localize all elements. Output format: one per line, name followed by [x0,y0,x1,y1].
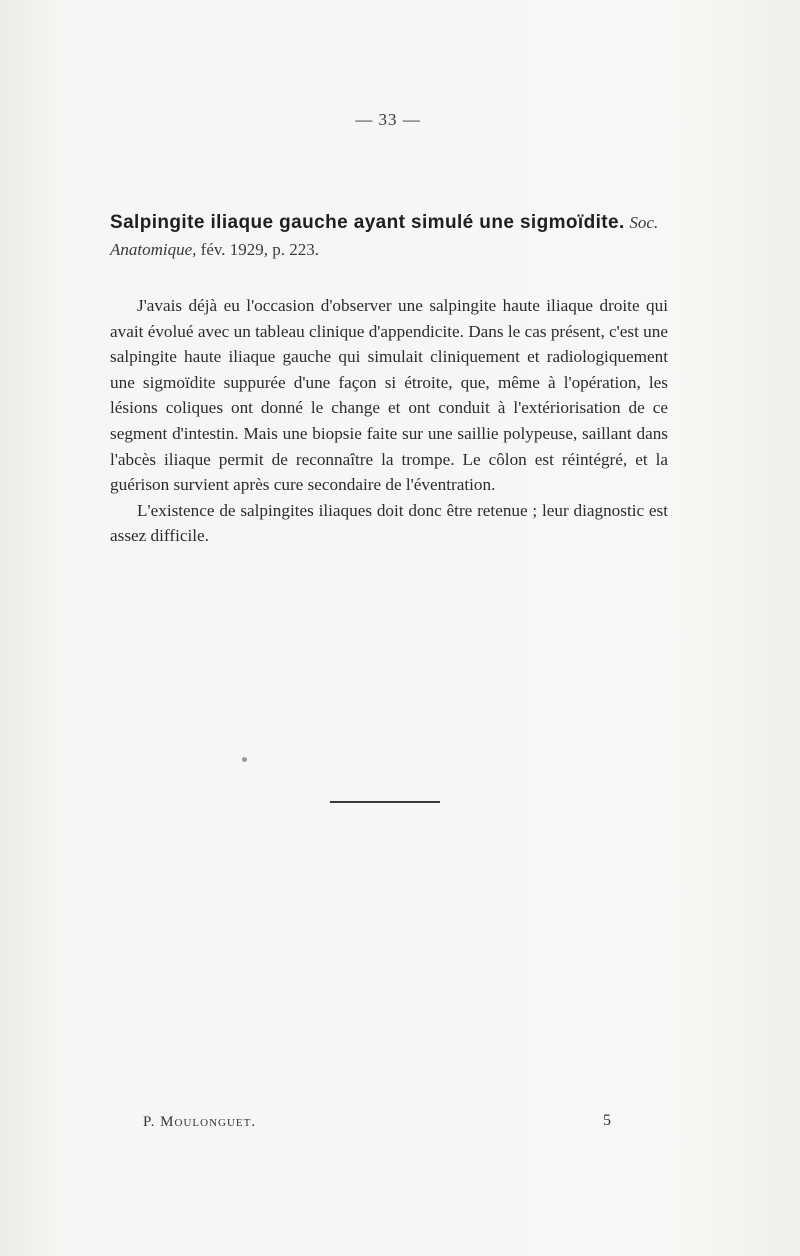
source-prefix: Soc. [629,213,659,232]
footer-author: P. Moulonguet. [143,1114,257,1130]
section-divider [330,801,440,803]
page-number: — 33 — [355,110,421,129]
article-body [110,293,668,549]
source-date-page: fév. 1929, p. 223. [200,240,320,259]
article-heading [110,209,670,263]
paragraph-2: L'existence de salpingites iliaques doit donc être retenue ; leur diagnostic est assez difficile. [110,500,668,546]
journal-name: Anatomique, [110,240,197,259]
paragraph-1: J'avais déjà eu l'occasion d'observer une salpingite haute iliaque droite qui avait évolué avec un tableau clinique d'appendicite. Dans le cas présent, c'est une salpingite haute iliaque gauche qui simulait cliniquement et radiologiquement une sigmoïdite suppurée d'une façon si étroite, que, même à l'opération, les lésions coliques ont donné le change et ont conduit à l'extériorisation de ce segment d'intestin. Mais une biopsie faite sur une saillie polypeuse, saillant dans l'abcès iliaque permit de reconnaître la trompe. Le côlon est réintégré, et la guérison survient après cure secondaire de l'éventration. [110,296,668,495]
article-title: Salpingite iliaque gauche ayant simulé une sigmoïdite. [110,212,625,233]
signature-mark: 5 [603,1112,611,1129]
print-speck [242,757,247,762]
